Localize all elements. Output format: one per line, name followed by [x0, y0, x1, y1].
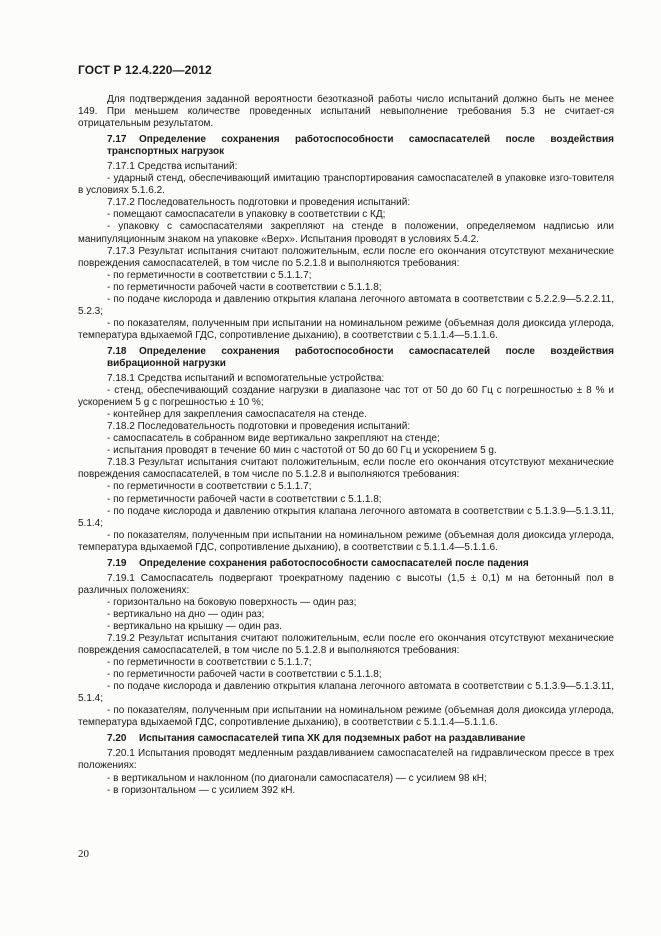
section-heading — [107, 558, 614, 570]
paragraph: - по герметичности в соответствии с 5.1.1.7; — [107, 269, 312, 281]
paragraph: 7.18.3 Результат испытания считают положительным, если после его окончания отсутствуют механические повреждения самоспасателей, в том числе по 5.1.2.8 и выполняются требования: — [78, 457, 614, 481]
paragraph: - самоспасатель в собранном виде вертикально закрепляют на стенде; — [107, 433, 440, 445]
paragraph: - вертикально на дно — один раз; — [107, 608, 265, 620]
paragraph: - по герметичности рабочей части в соответствии с 5.1.1.8; — [107, 493, 382, 505]
section-title: Определение сохранения работоспособности самоспасателей после падения — [139, 557, 529, 569]
paragraph: - стенд, обеспечивающий создание нагрузки в диапазоне час тот от 50 до 60 Гц с погрешностью ± 8 % и ускорением 5 g с погрешностью ± 10 %; — [78, 385, 614, 409]
section-heading — [107, 134, 614, 158]
section-number: 7.20 — [107, 733, 127, 745]
section-title: Испытания самоспасателей типа ХК для подземных работ на раздавливание — [139, 733, 526, 745]
section-number: 7.17 — [107, 134, 127, 146]
section-heading — [107, 346, 614, 370]
paragraph: - по показателям, полученным при испытании на номинальном режиме (объемная доля диоксида углерода, температура вдыхаемой ГДС, сопротивление дыханию), в соответствии с 5.1.1.4—5.1.1.6. — [78, 705, 614, 729]
page-number: 20 — [78, 848, 89, 860]
paragraph: - по герметичности в соответствии с 5.1.1.7; — [107, 481, 312, 493]
paragraph: Для подтверждения заданной вероятности безотказной работы число испытаний должно быть не менее 149. При меньшем количестве проведенных испытаний невыполнение требования 5.3 не считает-ся отрицательным результатом. — [78, 94, 614, 130]
paragraph: - вертикально на крышку — один раз. — [107, 620, 282, 632]
paragraph: - контейнер для закрепления самоспасателя на стенде. — [107, 409, 367, 421]
paragraph: 7.18.2 Последовательность подготовки и проведения испытаний: — [107, 421, 411, 433]
paragraph: 7.20.1 Испытания проводят медленным раздавливанием самоспасателей на гидравлическом прессе в трех положениях: — [78, 748, 614, 772]
paragraph: - по герметичности в соответствии с 5.1.1.7; — [107, 657, 312, 669]
paragraph: 7.17.2 Последовательность подготовки и проведения испытаний: — [107, 197, 411, 209]
section-number: 7.18 — [107, 345, 127, 357]
paragraph: - в горизонтальном — с усилием 392 кН. — [107, 784, 296, 796]
paragraph: - по подаче кислорода и давлению открытия клапана легочного автомата в соответствии с 5.2.2.9—5.2.2.11, 5.2.3; — [78, 293, 614, 317]
paragraph: 7.19.2 Результат испытания считают положительным, если после его окончания отсутствуют механические повреждения самоспасателей, в том числе по 5.1.2.8 и выполняются требования: — [78, 633, 614, 657]
paragraph: - по показателям, полученным при испытании на номинальном режиме (объемная доля диоксида углерода, температура вдыхаемой ГДС, сопротивление дыханию), в соответствии с 5.1.1.4—5.1.1.6. — [78, 317, 614, 341]
paragraph: 7.17.3 Результат испытания считают положительным, если после его окончания отсутствуют механические повреждения самоспасателей, в том числе по 5.2.1.8 и выполняются требования: — [78, 245, 614, 269]
section-title: Определение сохранения работоспособности самоспасателей после воздействия транспортных нагрузок — [107, 134, 614, 158]
paragraph: - ударный стенд, обеспечивающий имитацию транспортирования самоспасателей в упаковке изго-товителя в условиях 5.1.6.2. — [78, 173, 614, 197]
paragraph: - испытания проводят в течение 60 мин с частотой от 50 до 60 Гц и ускорением 5 g. — [107, 445, 497, 457]
paragraph: - по герметичности рабочей части в соответствии с 5.1.1.8; — [107, 281, 382, 293]
document-body — [78, 94, 614, 797]
paragraph: 7.17.1 Средства испытаний: — [107, 161, 238, 173]
section-number: 7.19 — [107, 557, 127, 569]
paragraph: - упаковку с самоспасателями закрепляют на стенде в положении, определяемом надписью или манипуляционным знаком на упаковке «Верх». Испытания проводят в условиях 5.4.2. — [78, 221, 614, 245]
paragraph: - по показателям, полученным при испытании на номинальном режиме (объемная доля диоксида углерода, температура вдыхаемой ГДС, сопротивление дыханию), в соответствии с 5.1.1.4—5.1.1.6. — [78, 529, 614, 553]
paragraph: - помещают самоспасатели в упаковку в соответствии с КД; — [107, 209, 386, 221]
paragraph: - по подаче кислорода и давлению открытия клапана легочного автомата в соответствии с 5.1.3.9—5.1.3.11, 5.1.4; — [78, 505, 614, 529]
paragraph: 7.18.1 Средства испытаний и вспомогательные устройства: — [107, 373, 385, 385]
paragraph: - по подаче кислорода и давлению открытия клапана легочного автомата в соответствии с 5.1.3.9—5.1.3.11, 5.1.4; — [78, 681, 614, 705]
paragraph: 7.19.1 Самоспасатель подвергают троекратному падению с высоты (1,5 ± 0,1) м на бетонный пол в различных положениях: — [78, 572, 614, 596]
section-heading — [107, 733, 614, 745]
paragraph: - по герметичности рабочей части в соответствии с 5.1.1.8; — [107, 669, 382, 681]
document-header: ГОСТ Р 12.4.220—2012 — [78, 63, 212, 77]
paragraph: - горизонтально на боковую поверхность — один раз; — [107, 596, 357, 608]
paragraph: - в вертикальном и наклонном (по диагонали самоспасателя) — с усилием 98 кН; — [107, 772, 487, 784]
section-title: Определение сохранения работоспособности самоспасателей после воздействия вибрационной нагрузки — [107, 345, 614, 369]
